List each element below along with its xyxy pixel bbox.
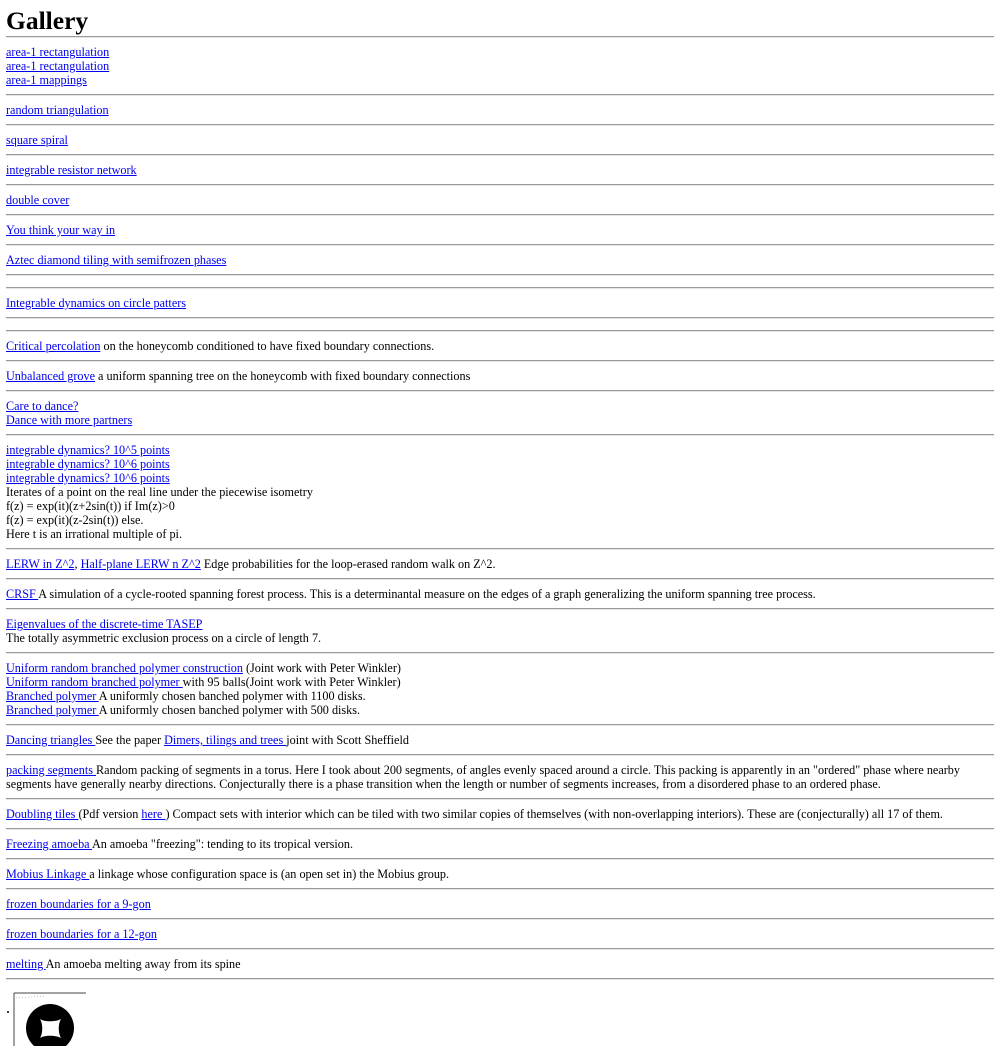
gallery-entry xyxy=(6,800,994,821)
gallery-entry xyxy=(6,126,994,147)
gallery-link[interactable]: integrable dynamics? 10^6 points xyxy=(6,457,170,471)
gallery-entry xyxy=(6,289,994,310)
entry-description: A simulation of a cycle-rooted spanning forest process. This is a determinantal measure on the edges of a graph generalizing the uniform spanning tree process. xyxy=(38,587,816,601)
entry-description: An amoeba "freezing": tending to its tropical version. xyxy=(91,837,354,851)
gallery-link[interactable]: area-1 rectangulation xyxy=(6,45,110,59)
gallery-entry xyxy=(6,726,994,747)
entry-description: (Pdf version xyxy=(78,807,142,821)
gallery-entry xyxy=(6,216,994,237)
entry-line xyxy=(6,296,994,310)
entry-line xyxy=(6,103,994,117)
entry-line xyxy=(6,369,994,383)
entry-line xyxy=(6,837,994,851)
gallery-entry xyxy=(6,246,994,267)
page-title: Gallery xyxy=(6,6,89,35)
gallery-entry xyxy=(6,550,994,571)
entry-description: , xyxy=(74,557,81,571)
gallery-link[interactable]: Doubling tiles xyxy=(6,807,79,821)
gallery-link[interactable]: Dance with more partners xyxy=(6,413,133,427)
gallery-link[interactable]: CRSF xyxy=(6,587,39,601)
gallery-entry xyxy=(6,580,994,601)
entry-description: Here t is an irrational multiple of pi. xyxy=(6,527,182,541)
entry-description: See the paper xyxy=(95,733,165,747)
gallery-link[interactable]: Dancing triangles xyxy=(6,733,96,747)
entry-line xyxy=(6,631,994,645)
entry-description: f(z) = exp(it)(z+2sin(t)) if Im(z)>0 xyxy=(6,499,175,513)
entry-line xyxy=(6,399,994,413)
gallery-link[interactable]: You think your way in xyxy=(6,223,116,237)
entry-description: joint with Scott Sheffield xyxy=(286,733,409,747)
entry-line xyxy=(6,957,994,971)
gallery-link[interactable]: Aztec diamond tiling with semifrozen phases xyxy=(6,253,227,267)
gallery-link[interactable]: Care to dance? xyxy=(6,399,79,413)
gallery-link[interactable]: Integrable dynamics on circle patters xyxy=(6,296,187,310)
entry-description: A uniformly chosen banched polymer with 1100 disks. xyxy=(98,689,366,703)
gallery-link[interactable]: here xyxy=(141,807,166,821)
entry-line xyxy=(6,73,994,87)
gallery-link[interactable]: integrable resistor network xyxy=(6,163,137,177)
entry-line xyxy=(6,163,994,177)
entry-line xyxy=(6,45,994,59)
entry-line xyxy=(6,733,994,747)
entry-description: f(z) = exp(it)(z-2sin(t)) else. xyxy=(6,513,144,527)
entry-description: (Joint work with Peter Winkler) xyxy=(242,661,401,675)
entry-description: A uniformly chosen banched polymer with 500 disks. xyxy=(98,703,361,717)
gallery-entry xyxy=(6,920,994,941)
amoeba-thumbnail[interactable] xyxy=(6,986,96,1046)
gallery-link[interactable]: integrable dynamics? 10^6 points xyxy=(6,471,170,485)
entry-line xyxy=(6,443,994,457)
gallery-link[interactable]: Half-plane LERW n Z^2 xyxy=(80,557,201,571)
entry-line xyxy=(6,689,994,703)
entry-line xyxy=(6,339,994,353)
gallery-entry xyxy=(6,654,994,717)
gallery-link[interactable]: Uniform random branched polymer construction xyxy=(6,661,243,675)
entry-description: a uniform spanning tree on the honeycomb with fixed boundary connections xyxy=(95,369,471,383)
gallery-entry xyxy=(6,38,994,87)
gallery-link[interactable]: random triangulation xyxy=(6,103,109,117)
gallery-link[interactable]: packing segments xyxy=(6,763,97,777)
entry-line xyxy=(6,485,994,499)
gallery-link[interactable]: double cover xyxy=(6,193,70,207)
entry-line xyxy=(6,59,994,73)
entry-description: Random packing of segments in a torus. Here I took about 200 segments, of angles evenly spaced around a circle. This packing is apparently in an "ordered" phase where nearby segments have generally nearby directions. Conjecturally there is a phase transition when the length or number of segments increases, from a disordered phase to an ordered phase. xyxy=(6,763,960,791)
gallery-link[interactable]: integrable dynamics? 10^5 points xyxy=(6,443,170,457)
entry-line xyxy=(6,807,994,821)
gallery-link[interactable]: Mobius Linkage xyxy=(6,867,90,881)
gallery-entry xyxy=(6,362,994,383)
entry-line xyxy=(6,617,994,631)
gallery-link[interactable]: area-1 mappings xyxy=(6,73,87,87)
entry-line xyxy=(6,675,994,689)
entry-line xyxy=(6,703,994,717)
amoeba-thumbnail-icon xyxy=(6,986,96,1046)
gallery-entry xyxy=(6,392,994,427)
gallery-link[interactable]: Eigenvalues of the discrete-time TASEP xyxy=(6,617,203,631)
entry-line xyxy=(6,527,994,541)
gallery-entry xyxy=(6,276,994,280)
gallery-entry xyxy=(6,436,994,541)
gallery-link[interactable]: square spiral xyxy=(6,133,68,147)
gallery-entry xyxy=(6,96,994,117)
entry-line xyxy=(6,457,994,471)
entry-line xyxy=(6,867,994,881)
gallery-link[interactable]: Critical percolation xyxy=(6,339,101,353)
entry-line xyxy=(6,661,994,675)
entry-description: on the honeycomb conditioned to have fixed boundary connections. xyxy=(100,339,435,353)
gallery-entry xyxy=(6,950,994,971)
entry-description: with 95 balls(Joint work with Peter Winkler) xyxy=(182,675,401,689)
gallery-entry xyxy=(6,830,994,851)
entry-line xyxy=(6,471,994,485)
entry-line xyxy=(6,763,994,791)
gallery-link[interactable]: melting xyxy=(6,957,46,971)
entry-description: Edge probabilities for the loop-erased random walk on Z^2. xyxy=(200,557,496,571)
gallery-link[interactable]: LERW in Z^2 xyxy=(6,557,75,571)
gallery-entry xyxy=(6,890,994,911)
gallery-link[interactable]: Uniform random branched polymer xyxy=(6,675,183,689)
gallery-list xyxy=(6,36,994,971)
gallery-link[interactable]: frozen boundaries for a 12-gon xyxy=(6,927,157,941)
entry-description: ) Compact sets with interior which can be tiled with two similar copies of themselves (with non-overlapping interiors). These are (conjecturally) all 17 of them. xyxy=(165,807,943,821)
entry-description: Iterates of a point on the real line under the piecewise isometry xyxy=(6,485,313,499)
gallery-entry xyxy=(6,186,994,207)
entry-line xyxy=(6,223,994,237)
entry-description: The totally asymmetric exclusion process on a circle of length 7. xyxy=(6,631,322,645)
gallery-entry xyxy=(6,332,994,353)
gallery-link[interactable]: Branched polymer xyxy=(6,703,99,717)
gallery-entry xyxy=(6,610,994,645)
gallery-link[interactable]: area-1 rectangulation xyxy=(6,59,110,73)
entry-line xyxy=(6,253,994,267)
gallery-link[interactable]: Unbalanced grove xyxy=(6,369,95,383)
entry-line xyxy=(6,193,994,207)
entry-line xyxy=(6,587,994,601)
divider xyxy=(6,978,994,980)
gallery-entry xyxy=(6,156,994,177)
entry-line xyxy=(6,133,994,147)
entry-line xyxy=(6,897,994,911)
gallery-link[interactable]: frozen boundaries for a 9-gon xyxy=(6,897,151,911)
gallery-entry xyxy=(6,319,994,323)
entry-line xyxy=(6,557,994,571)
entry-line xyxy=(6,499,994,513)
entry-description: a linkage whose configuration space is (an open set in) the Mobius group. xyxy=(89,867,450,881)
gallery-link[interactable]: Freezing amoeba xyxy=(6,837,92,851)
gallery-entry xyxy=(6,756,994,791)
gallery-link[interactable]: Branched polymer xyxy=(6,689,99,703)
entry-line xyxy=(6,927,994,941)
gallery-link[interactable]: Dimers, tilings and trees xyxy=(164,733,287,747)
entry-line xyxy=(6,413,994,427)
entry-description: An amoeba melting away from its spine xyxy=(45,957,241,971)
gallery-entry xyxy=(6,860,994,881)
entry-line xyxy=(6,513,994,527)
